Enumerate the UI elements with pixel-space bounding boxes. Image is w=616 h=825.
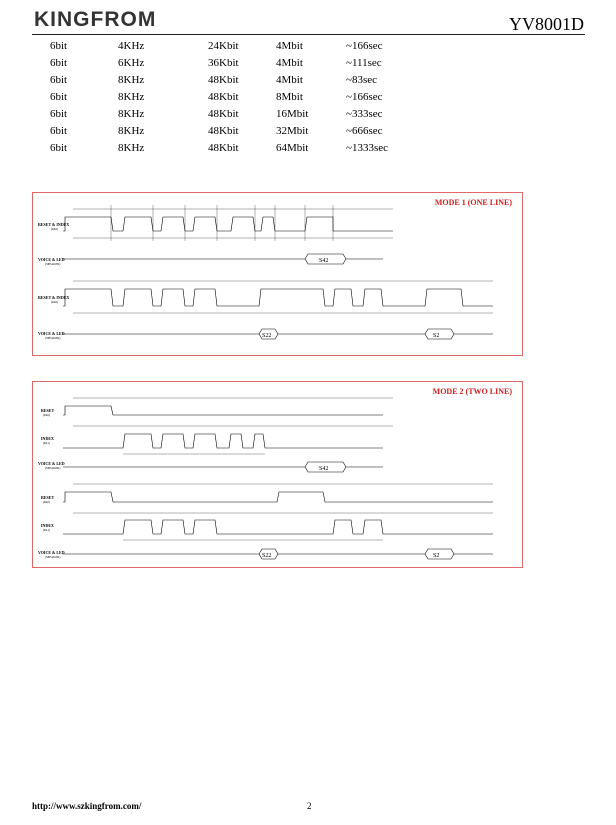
mode2-wave-voice-led-2 — [63, 549, 493, 554]
mode2-wave-reset — [63, 406, 383, 415]
spec-row — [50, 89, 426, 106]
spec-row — [50, 123, 426, 140]
spec-cell: 48Kbit — [208, 125, 239, 137]
mode1-label-voice-led: VOICE & LED — [38, 257, 65, 262]
spec-cell: ~666sec — [346, 125, 383, 137]
spec-cell: 4KHz — [118, 40, 145, 52]
spec-cell: 32Mbit — [276, 125, 309, 137]
mode2-label-index-2: INDEX — [41, 523, 54, 528]
spec-cell: ~166sec — [346, 40, 383, 52]
spec-cell: 6bit — [50, 74, 68, 86]
company-logo: KINGFROM — [34, 8, 157, 31]
spec-cell: 6bit — [50, 40, 68, 52]
spec-cell: 16Mbit — [276, 108, 309, 120]
mode1-label-reset-index: RESET & INDEX — [38, 222, 70, 227]
mode1-title: MODE 1 (ONE LINE) — [434, 198, 512, 207]
spec-row — [50, 106, 426, 123]
mode2-label-voice-led-2: VOICE & LED — [38, 550, 65, 555]
model-number: YV8001D — [509, 14, 584, 34]
mode1-seg-c: S2 — [433, 333, 440, 339]
spec-cell: 8KHz — [118, 108, 145, 120]
mode1-wave-reset-index — [63, 217, 393, 231]
mode1-label-voice-led-pin-2: (SPEAKER) — [45, 336, 61, 340]
spec-table-body — [50, 38, 426, 157]
mode1-wave-voice-led — [63, 254, 383, 259]
mode2-seg-c: S2 — [433, 553, 440, 559]
mode2-label-reset-pin: (PA0) — [43, 413, 51, 417]
spec-cell: ~166sec — [346, 91, 383, 103]
spec-cell: ~333sec — [346, 108, 383, 120]
spec-cell: 8Mbit — [276, 91, 303, 103]
mode2-label-voice-led-pin-2: (SPEAKER) — [45, 555, 61, 559]
spec-cell: 8KHz — [118, 125, 145, 137]
spec-row — [50, 55, 426, 72]
spec-cell: 6KHz — [118, 57, 145, 69]
mode1-seg-a: S42 — [319, 258, 329, 264]
spec-cell: 4Mbit — [276, 74, 303, 86]
spec-cell: 8KHz — [118, 74, 145, 86]
mode2-wave-index-2 — [63, 520, 493, 534]
spec-cell: ~1333sec — [346, 142, 388, 154]
spec-cell: 6bit — [50, 57, 68, 69]
mode2-seg-c-lower — [425, 554, 454, 559]
page-number: 2 — [307, 801, 312, 811]
spec-cell: 8KHz — [118, 91, 145, 103]
header-divider — [32, 34, 585, 35]
mode1-label-reset-index-pin-2: (PA0) — [51, 300, 59, 304]
mode2-label-reset-2: RESET — [41, 495, 55, 500]
spec-cell: 6bit — [50, 108, 68, 120]
spec-cell: 8KHz — [118, 142, 145, 154]
spec-cell: 6bit — [50, 142, 68, 154]
mode2-label-index-pin-2: (PA1) — [43, 528, 51, 532]
mode2-seg-a: S42 — [319, 466, 329, 472]
spec-cell: 4Mbit — [276, 40, 303, 52]
mode1-wave-voice-led-2 — [63, 329, 493, 334]
mode2-label-voice-led: VOICE & LED — [38, 461, 65, 466]
spec-table — [50, 38, 426, 157]
spec-cell: 6bit — [50, 125, 68, 137]
mode1-seg-c-lower — [425, 334, 454, 339]
mode2-wave-reset-2 — [63, 492, 493, 502]
mode2-title: MODE 2 (TWO LINE) — [432, 387, 512, 396]
mode2-wave-voice-led — [63, 462, 383, 467]
mode1-timing-diagram — [32, 192, 523, 356]
spec-cell: 48Kbit — [208, 142, 239, 154]
spec-cell: 64Mbit — [276, 142, 309, 154]
spec-cell: 48Kbit — [208, 108, 239, 120]
mode2-label-reset: RESET — [41, 408, 55, 413]
spec-cell: 24Kbit — [208, 40, 239, 52]
mode2-wave-index — [63, 434, 383, 448]
spec-cell: 36Kbit — [208, 57, 239, 69]
mode2-timing-diagram — [32, 381, 523, 568]
mode2-label-reset-pin-2: (PA0) — [43, 500, 51, 504]
spec-row — [50, 140, 426, 157]
mode1-waveforms — [33, 193, 522, 355]
spec-cell: ~83sec — [346, 74, 377, 86]
spec-cell: 6bit — [50, 91, 68, 103]
spec-cell: 4Mbit — [276, 57, 303, 69]
mode2-label-index-pin: (PA1) — [43, 441, 51, 445]
spec-cell: 48Kbit — [208, 91, 239, 103]
mode2-seg-b: S22 — [262, 553, 272, 559]
spec-row — [50, 38, 426, 55]
mode1-seg-b: S22 — [262, 333, 272, 339]
mode2-label-voice-led-pin: (SPEAKER) — [45, 466, 61, 470]
mode1-ticks-1 — [111, 205, 333, 241]
spec-row — [50, 72, 426, 89]
mode1-wave-reset-index-2 — [63, 289, 493, 306]
mode2-label-index: INDEX — [41, 436, 54, 441]
footer-url[interactable]: http://www.szkingfrom.com/ — [32, 801, 142, 811]
mode1-label-voice-led-pin: (SPEAKER) — [45, 262, 61, 266]
mode1-label-reset-index-pin: (PA0) — [51, 227, 59, 231]
spec-cell: ~111sec — [346, 57, 382, 69]
mode1-label-voice-led-2: VOICE & LED — [38, 331, 65, 336]
mode1-label-reset-index-2: RESET & INDEX — [38, 295, 70, 300]
mode2-waveforms — [33, 382, 522, 567]
spec-cell: 48Kbit — [208, 74, 239, 86]
